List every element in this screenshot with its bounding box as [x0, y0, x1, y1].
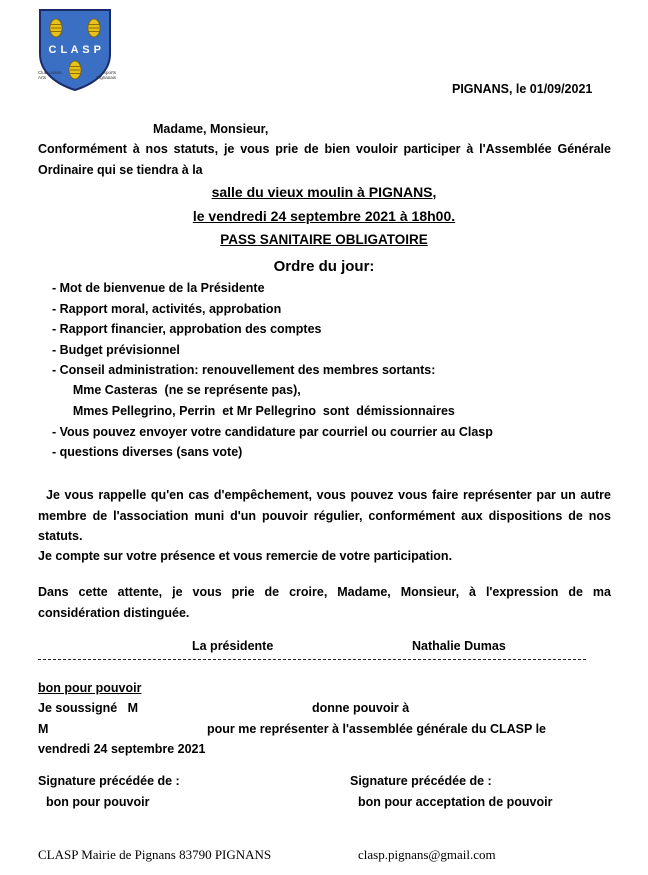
proxy-line1-end: donne pouvoir à	[312, 701, 410, 715]
agenda-item: - Conseil administration: renouvellement des membres sortants:	[52, 363, 436, 377]
bee-icon	[88, 19, 100, 37]
presence-paragraph: Je compte sur votre présence et vous remercie de votre participation.	[38, 549, 453, 563]
reminder-paragraph: Je vous rappelle qu'en cas d'empêchement, vous pouvez vous faire représenter par un autre membre de l'association muni d'un pouvoir régulier, conformément aux dispositions de nos statuts.	[38, 488, 611, 543]
proxy-line2-start: M	[38, 722, 49, 736]
footer-address: CLASP Mairie de Pignans 83790 PIGNANS	[38, 847, 272, 862]
intro-paragraph: Conformément à nos statuts, je vous prie de bien vouloir participer à l'Assemblée Générale Ordinaire qui se tiendra à la	[38, 142, 611, 177]
cut-line-divider	[38, 659, 586, 660]
place-date: PIGNANS, le 01/09/2021	[452, 82, 593, 96]
footer-email: clasp.pignans@gmail.com	[358, 847, 496, 862]
proxy-line1-start: Je soussigné M	[38, 701, 139, 715]
signature-right-label: Signature précédée de :	[350, 774, 492, 788]
salutation: Madame, Monsieur,	[153, 122, 269, 136]
signature-left-value: bon pour pouvoir	[46, 795, 150, 809]
bee-icon	[69, 61, 81, 79]
closing-paragraph: Dans cette attente, je vous prie de croire, Madame, Monsieur, à l'expression de ma considération distinguée.	[38, 585, 611, 620]
agenda-item: - Rapport moral, activités, approbation	[52, 302, 282, 316]
agenda-item: - questions diverses (sans vote)	[52, 445, 243, 459]
agenda-item: - Rapport financier, approbation des comptes	[52, 322, 322, 336]
signature-role: La présidente	[192, 639, 274, 653]
signature-right-value: bon pour acceptation de pouvoir	[358, 795, 553, 809]
agenda-subitem: Mme Casteras (ne se représente pas),	[52, 383, 301, 397]
signature-name: Nathalie Dumas	[412, 639, 506, 653]
logo-caption-right: Sports Pignanais	[96, 70, 116, 80]
svg-text:C L A S P: C L A S P	[48, 44, 102, 56]
proxy-title: bon pour pouvoir	[38, 681, 142, 695]
venue: salle du vieux moulin à PIGNANS,	[211, 184, 437, 200]
proxy-line3: vendredi 24 septembre 2021	[38, 742, 206, 756]
pass-notice: PASS SANITAIRE OBLIGATOIRE	[220, 232, 428, 247]
signature-left-label: Signature précédée de :	[38, 774, 180, 788]
agenda-title: Ordre du jour:	[273, 258, 375, 275]
logo-caption-left: Club Loisirs Arts	[38, 70, 62, 80]
agenda-item: - Vous pouvez envoyer votre candidature par courriel ou courrier au Clasp	[52, 425, 493, 439]
agenda-item: - Budget prévisionnel	[52, 343, 180, 357]
agenda-item: - Mot de bienvenue de la Présidente	[52, 281, 265, 295]
agenda-subitem: Mmes Pellegrino, Perrin et Mr Pellegrino sont démissionnaires	[52, 404, 455, 418]
proxy-line2-end: pour me représenter à l'assemblée générale du CLASP le	[207, 722, 546, 736]
bee-icon	[50, 19, 62, 37]
meeting-datetime: le vendredi 24 septembre 2021 à 18h00.	[192, 208, 456, 224]
